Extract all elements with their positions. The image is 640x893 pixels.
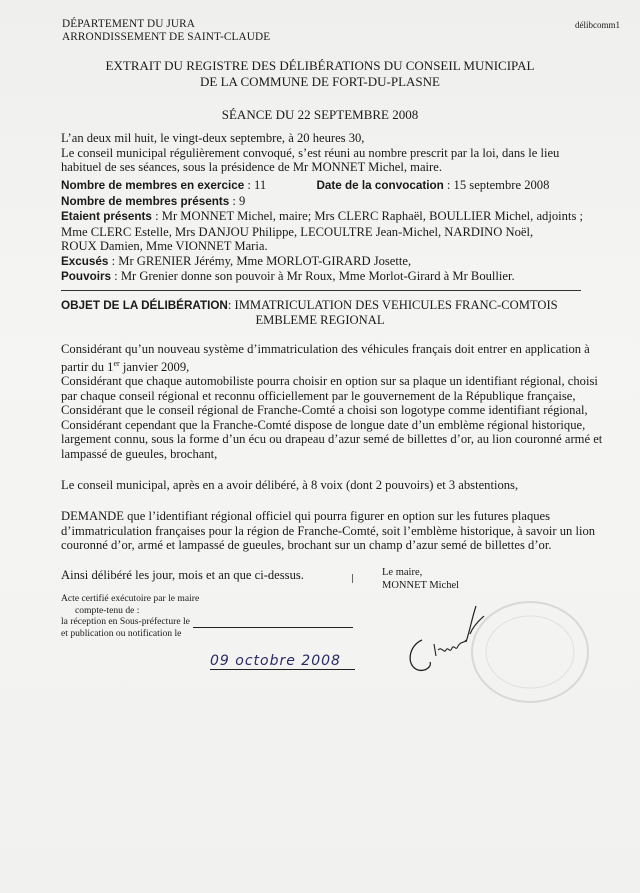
maire-title: Le maire,: [382, 567, 423, 578]
considerant-line: Considérant que le conseil régional de Franche-Comté a choisi son logotype comme identifiant régional,: [61, 403, 588, 418]
official-stamp: [460, 590, 600, 710]
presents-row-1: [61, 209, 583, 225]
intro-paragraph: [61, 131, 559, 175]
objet-text: : IMMATRICULATION DES VEHICULES FRANC-COMTOIS: [227, 298, 558, 312]
presents-line: Mme CLERC Estelle, Mrs DANJOU Philippe, LECOULTRE Jean-Michel, NARDINO Noël,: [61, 224, 534, 239]
reference-code: délibcomm1: [575, 20, 620, 30]
department-line: DÉPARTEMENT DU JURA: [62, 18, 196, 30]
members-row-1: [61, 178, 583, 194]
exercice-value: : 11: [247, 178, 267, 192]
members-block: [61, 178, 583, 285]
considerant-line: lampassé de gueules, brochant,: [61, 446, 218, 461]
margin-mark: [352, 574, 353, 583]
demande-line: d’immatriculation françaises pour la région de Franche-Comté, soit l’emblème historique, à savoir un lion: [61, 523, 596, 538]
exercice-label: Nombre de membres en exercice: [61, 179, 245, 192]
pouvoirs-row: [61, 269, 583, 285]
vote-line: Le conseil municipal, après en a avoir délibéré, à 8 voix (dont 2 pouvoirs) et 3 abstentions,: [61, 478, 519, 492]
presents-line: : Mr MONNET Michel, maire; Mrs CLERC Raphaël, BOULLIER Michel, adjoints ;: [155, 209, 583, 223]
divider: [61, 290, 581, 291]
arrondissement-line: ARRONDISSEMENT DE SAINT-CLAUDE: [62, 31, 271, 43]
objet-line-2: EMBLEME REGIONAL: [255, 313, 385, 327]
excuses-row: [61, 254, 583, 270]
considerants-paragraph: [61, 342, 602, 461]
handwritten-date: 09 octobre 2008: [210, 653, 355, 670]
demande-line: DEMANDE que l’identifiant régional officiel qui pourra figurer en option sur les futures plaques: [61, 509, 551, 523]
objet-label: OBJET DE LA DÉLIBÉRATION: [61, 299, 228, 312]
closing-line: Ainsi délibéré les jour, mois et an que ci-dessus.: [61, 568, 304, 582]
considerant-line: Considérant que chaque automobiliste pourra choisir en option sur sa plaque un identifiant régional, choisi: [61, 374, 598, 389]
maire-block: [382, 567, 459, 592]
considerant-line: par chaque conseil régional et reconnu officiellement par le gouvernement de la République française,: [61, 388, 576, 403]
demande-line: couronné d’or, armé et lampassé de gueules, brochant sur un champ d’azur semé de billettes d’or.: [61, 538, 552, 552]
header-department-block: [62, 18, 270, 44]
certification-line: compte-tenu de :: [75, 604, 140, 616]
certification-block: [61, 593, 353, 639]
intro-line: habituel de ses séances, sous la présidence de Mr MONNET Michel, maire.: [61, 160, 442, 174]
convocation-label: Date de la convocation: [316, 179, 444, 192]
certification-line: la réception en Sous-préfecture le: [61, 616, 353, 628]
convocation-value: : 15 septembre 2008: [446, 178, 550, 192]
intro-line: Le conseil municipal régulièrement convoqué, s’est réuni au nombre prescrit par la loi, dans le lieu: [61, 145, 560, 160]
members-row-2: [61, 194, 583, 210]
excuses-text: : Mr GRENIER Jérémy, Mme MORLOT-GIRARD Josette,: [111, 253, 412, 268]
demande-paragraph: [61, 509, 595, 553]
intro-line: L’an deux mil huit, le vingt-deux septembre, à 20 heures 30,: [61, 131, 365, 145]
objet-line-1: [61, 297, 558, 314]
title-line-1: EXTRAIT DU REGISTRE DES DÉLIBÉRATIONS DU CONSEIL MUNICIPAL: [105, 58, 535, 73]
certification-line: et publication ou notification le: [61, 627, 182, 639]
presents-count-value: : 9: [232, 193, 246, 208]
considerant-line: partir du 1er janvier 2009,: [61, 358, 190, 374]
certification-line: Acte certifié exécutoire par le maire: [61, 593, 200, 604]
presents-count-label: Nombre de membres présents: [61, 194, 230, 208]
presents-line: ROUX Damien, Mme VIONNET Maria.: [61, 239, 268, 253]
title-line-2: DE LA COMMUNE DE FORT-DU-PLASNE: [200, 74, 440, 89]
considerant-line: largement connu, sous la forme d’un écu ou drapeau d’azur semé de billettes d’or, au lion couronné armé et: [61, 432, 603, 447]
pouvoirs-label: Pouvoirs: [61, 270, 112, 283]
seance-date: SÉANCE DU 22 SEPTEMBRE 2008: [221, 107, 419, 122]
considerant-line: Considérant qu’un nouveau système d’immatriculation des véhicules français doit entrer en application à: [61, 342, 590, 356]
pouvoirs-text: : Mr Grenier donne son pouvoir à Mr Roux, Mme Morlot-Girard à Mr Boullier.: [114, 269, 515, 283]
considerant-line: Considérant cependant que la Franche-Comté dispose de longue date d’un emblème régional historique,: [61, 417, 586, 432]
maire-name: MONNET Michel: [382, 579, 460, 591]
presents-label: Etaient présents: [61, 210, 152, 223]
excuses-label: Excusés: [61, 254, 109, 268]
